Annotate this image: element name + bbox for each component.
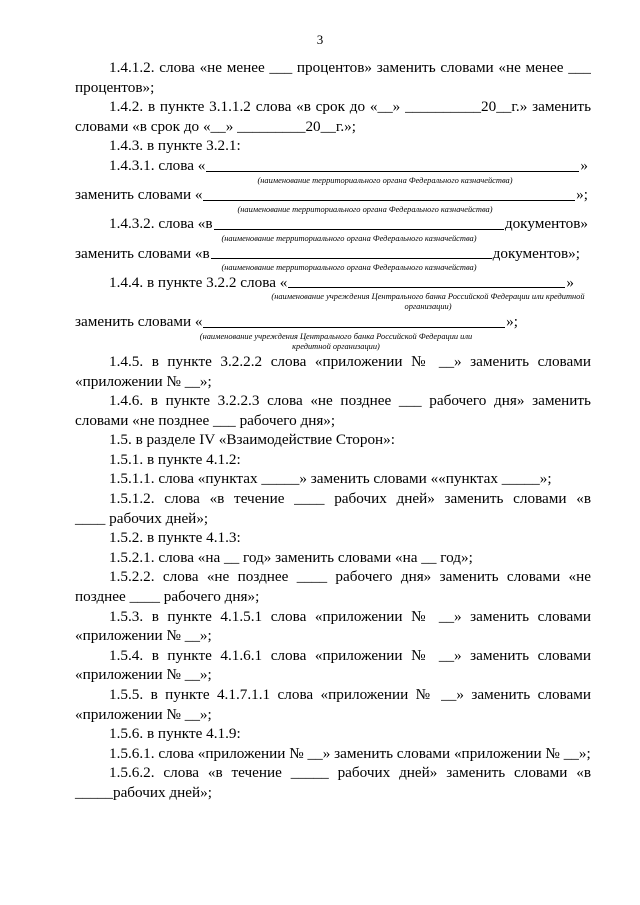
text-line: 1.4.1.2. слова «не менее ___ процентов» заменить словами «не менее ___ (109, 59, 591, 76)
text-line: процентов»; (75, 78, 155, 96)
blank-line (75, 156, 591, 176)
blank-prefix: 1.4.4. в пункте 3.2.2 слова « (109, 273, 288, 291)
text-line: словами «не позднее ___ рабочего дня»; (75, 411, 336, 429)
text-line: «приложении № __»; (75, 666, 212, 684)
blank-prefix: заменить словами « (75, 186, 203, 204)
field-caption: (наименование территориального органа Федерального казначейства) (237, 204, 493, 214)
page-number: 3 (316, 32, 324, 47)
text-line: «приложении № __»; (75, 372, 212, 390)
text-line: 1.5.6.1. слова «приложении № __» заменить словами «приложении № __»; (109, 744, 591, 762)
blank-suffix: » (566, 273, 574, 291)
blank-suffix: »; (506, 313, 518, 331)
blank-line (75, 244, 591, 264)
text-line: 1.5.6.2. слова «в течение _____ рабочих дней» заменить словами «в (109, 764, 591, 782)
blank-suffix: документов»; (492, 244, 580, 262)
text-line: 1.4.5. в пункте 3.2.2.2 слова «приложении № __» заменить словами (109, 352, 591, 370)
blank-rule (214, 229, 504, 230)
text-line: 1.5.2. в пункте 4.1.3: (109, 529, 241, 547)
blank-prefix: 1.4.3.1. слова « (109, 156, 206, 174)
blank-rule (288, 287, 565, 288)
text-line: 1.5.1. в пункте 4.1.2: (109, 450, 241, 468)
blank-line (75, 312, 591, 332)
field-caption: (наименование учреждения Центрального банка Российской Федерации или кредитной организации) (199, 331, 473, 351)
field-caption: (наименование учреждения Центрального банка Российской Федерации или кредитной организации) (271, 292, 585, 311)
text-line: 1.5.4. в пункте 4.1.6.1 слова «приложении № __» заменить словами (109, 646, 591, 664)
blank-line (75, 214, 591, 234)
field-caption: (наименование территориального органа Федерального казначейства) (257, 175, 513, 185)
text-line: 1.5.3. в пункте 4.1.5.1 слова «приложении № __» заменить словами (109, 607, 591, 625)
field-caption: (наименование территориального органа Федерального казначейства) (221, 263, 477, 273)
blank-suffix: документов» (504, 215, 588, 233)
text-line: 1.5.6. в пункте 4.1.9: (109, 725, 241, 743)
document-body (75, 58, 591, 803)
blank-rule (211, 258, 492, 259)
text-line: 1.4.3. в пункте 3.2.1: (109, 137, 241, 155)
text-line: «приложении № __»; (75, 627, 212, 645)
text-line: 1.4.2. в пункте 3.1.1.2 слова «в срок до «__» __________20__г.» заменить (109, 98, 591, 116)
blank-suffix: »; (576, 186, 588, 204)
blank-suffix: » (580, 156, 588, 174)
blank-line (75, 273, 591, 293)
text-line: 1.4.6. в пункте 3.2.2.3 слова «не позднее ___ рабочего дня» заменить (109, 392, 591, 410)
blank-prefix: заменить словами « (75, 313, 203, 331)
field-caption: (наименование территориального органа Федерального казначейства) (221, 233, 477, 243)
text-line: 1.5.5. в пункте 4.1.7.1.1 слова «приложении № __» заменить словами (109, 686, 591, 703)
text-line: 1.5.2.1. слова «на __ год» заменить словами «на __ год»; (109, 548, 473, 566)
blank-prefix: заменить словами «в (75, 244, 210, 262)
text-line: 1.5. в разделе IV «Взаимодействие Сторон»: (109, 431, 395, 449)
text-line: позднее ____ рабочего дня»; (75, 588, 260, 606)
text-line: «приложении № __»; (75, 705, 212, 723)
blank-rule (203, 327, 505, 328)
text-line: 1.5.2.2. слова «не позднее ____ рабочего дня» заменить словами «не (109, 568, 591, 586)
text-line: 1.5.1.2. слова «в течение ____ рабочих дней» заменить словами «в (109, 490, 591, 508)
blank-rule (203, 200, 575, 201)
text-line: _____рабочих дней»; (75, 783, 212, 801)
blank-rule (206, 171, 579, 172)
text-line: 1.5.1.1. слова «пунктах _____» заменить словами ««пунктах _____»; (109, 470, 552, 488)
text-line: ____ рабочих дней»; (75, 509, 209, 527)
blank-line (75, 185, 591, 205)
blank-prefix: 1.4.3.2. слова «в (109, 215, 213, 233)
text-line: словами «в срок до «__» _________20__г.»; (75, 117, 356, 135)
